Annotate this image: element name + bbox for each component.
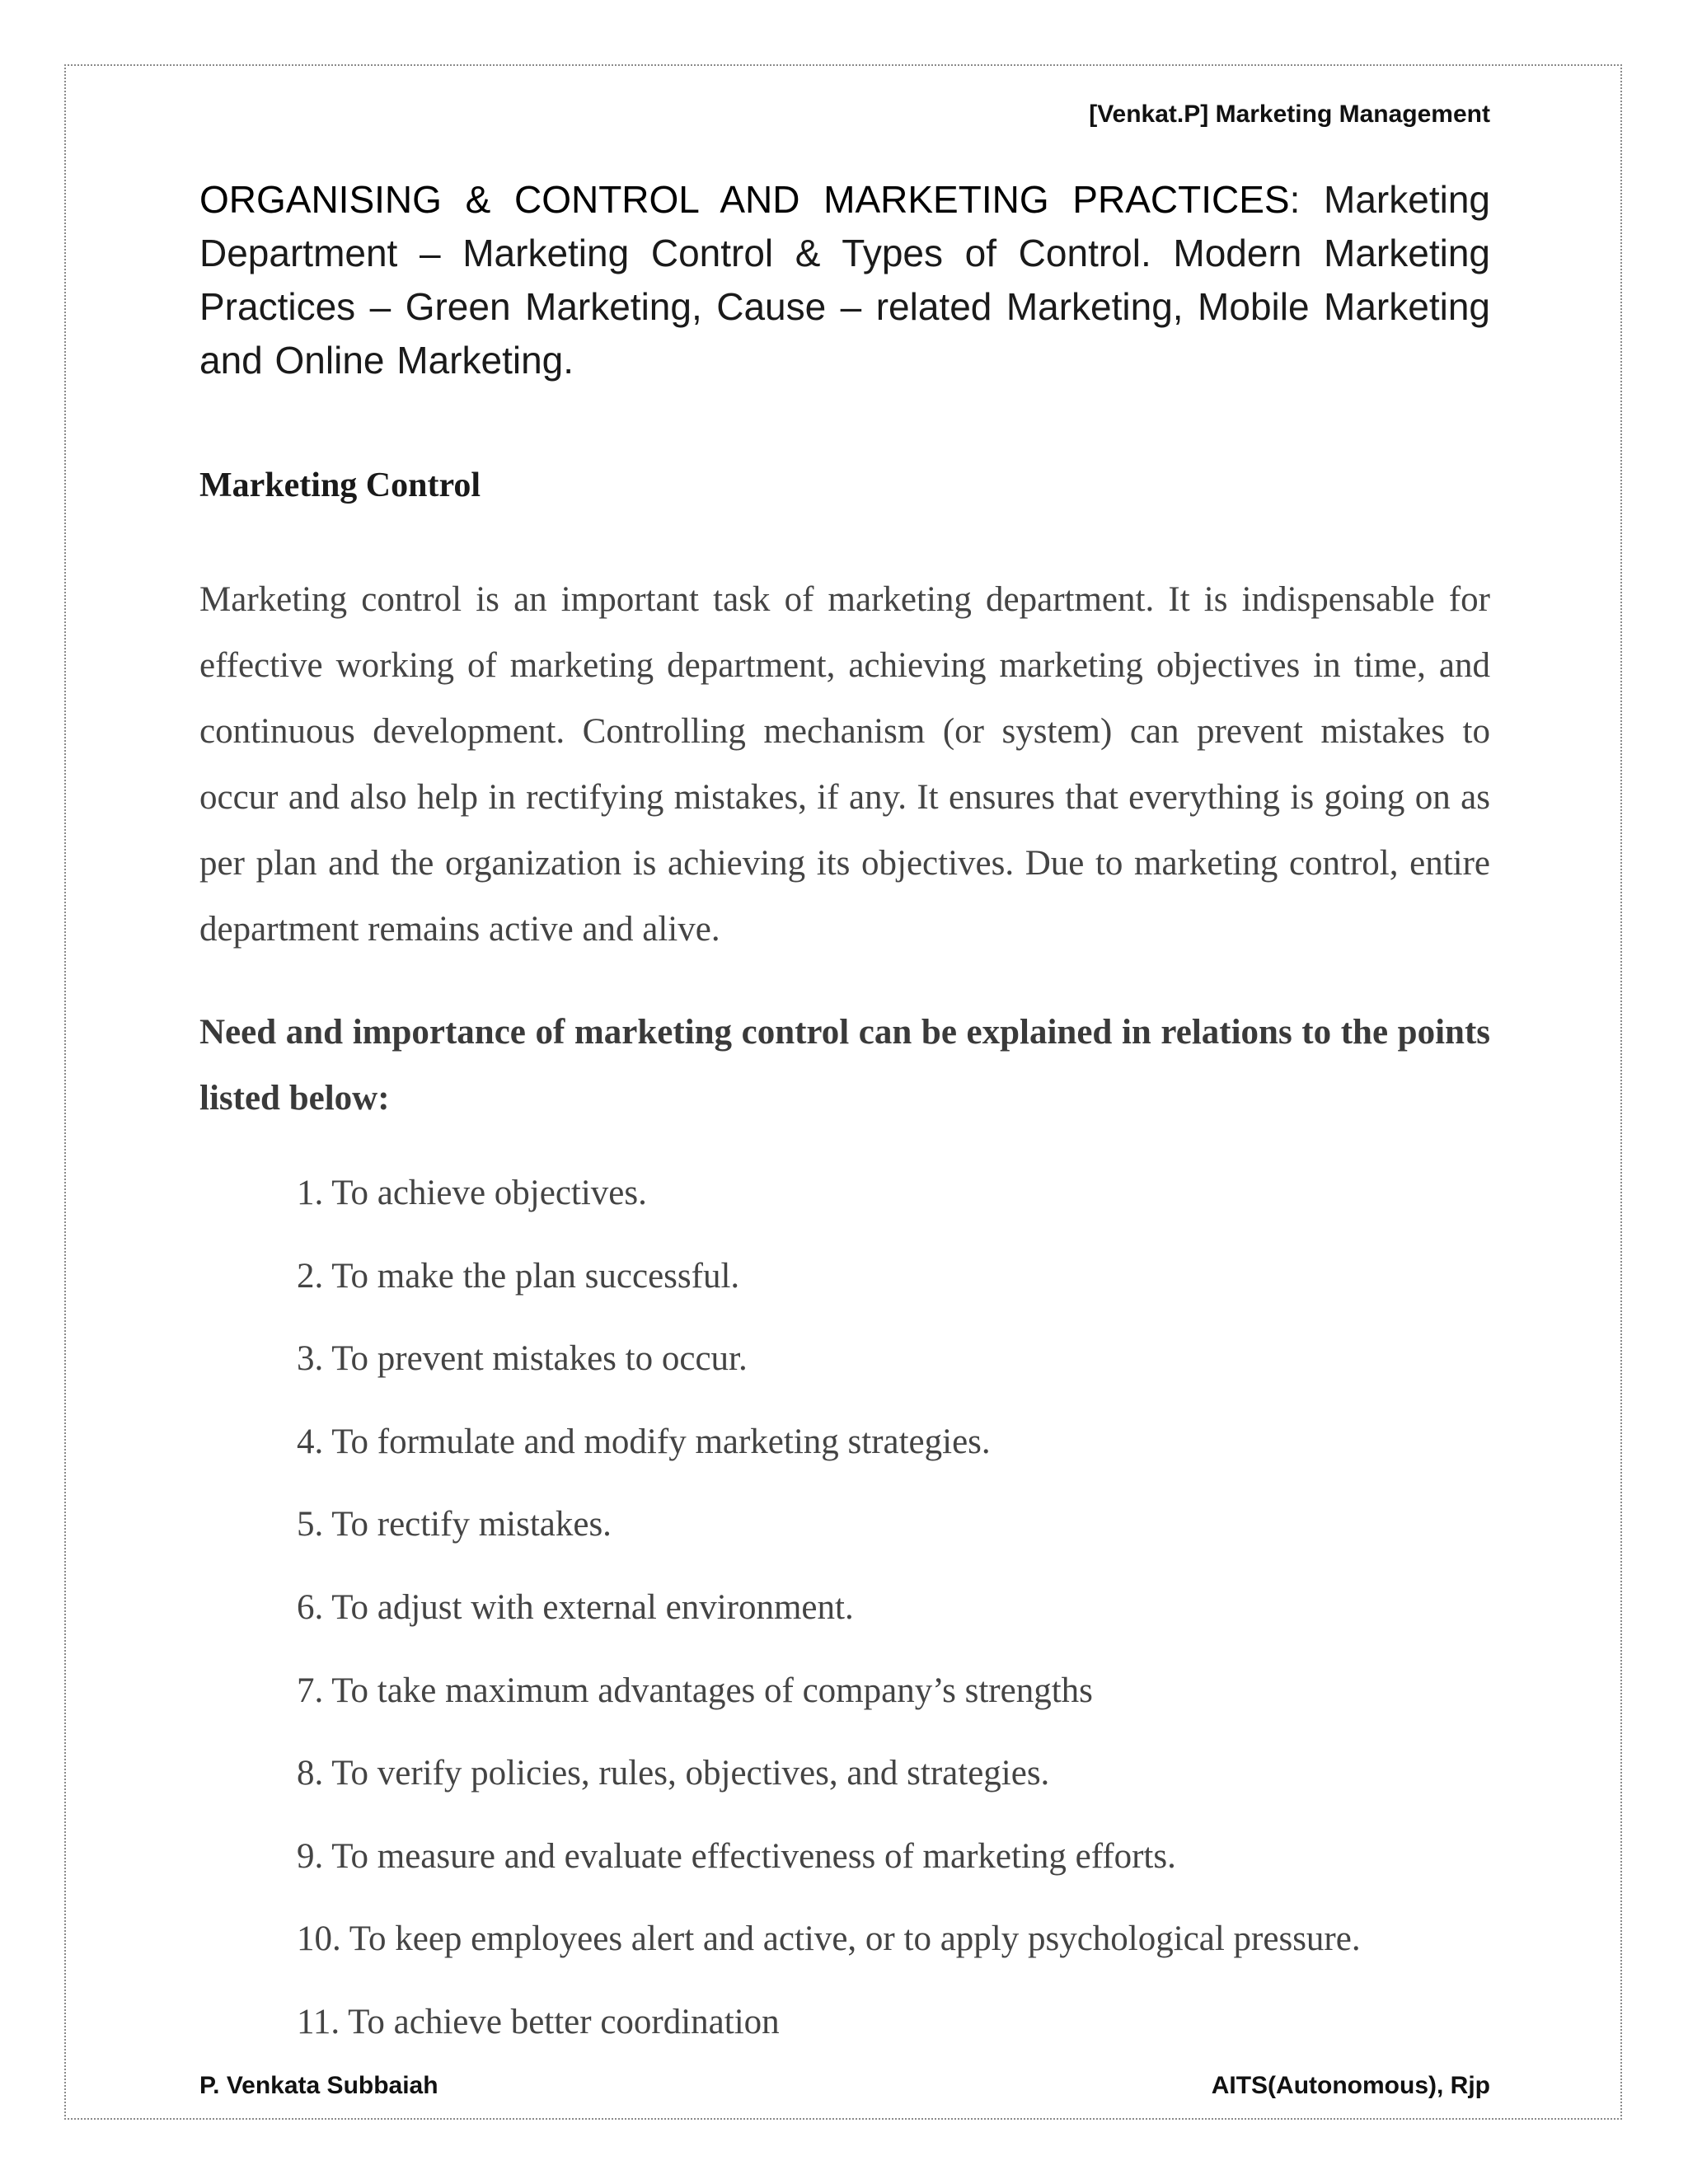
list-item xyxy=(297,1152,1361,1235)
list-item xyxy=(297,1898,1361,1981)
points-list xyxy=(297,1152,1361,2064)
list-item-number: 10. xyxy=(297,1919,341,1959)
list-item xyxy=(297,1567,1361,1650)
page-header: [Venkat.P] Marketing Management xyxy=(1089,101,1490,128)
list-item xyxy=(297,1235,1361,1319)
list-item-number: 3. xyxy=(297,1339,324,1379)
unit-intro-rest: : Marketing Department – Marketing Control & Types of Control. Modern Marketing Practices – Green Marketing, Cause – related Marketing, Mobile Marketing and Online Marketing. xyxy=(199,178,1491,382)
list-item-text: To take maximum advantages of company’s strengths xyxy=(331,1671,1093,1710)
section-title: Marketing Control xyxy=(199,466,481,504)
list-item-number: 4. xyxy=(297,1422,324,1461)
list-item-text: To measure and evaluate effectiveness of marketing efforts. xyxy=(331,1836,1176,1876)
footer-author: P. Venkata Subbaiah xyxy=(199,2072,438,2099)
unit-intro xyxy=(199,173,1490,387)
need-heading: Need and importance of marketing control can be explained in relations to the points listed below: xyxy=(199,1013,1490,1118)
list-item-number: 6. xyxy=(297,1587,324,1627)
list-item xyxy=(297,1318,1361,1401)
list-item-text: To adjust with external environment. xyxy=(331,1587,854,1627)
list-item-number: 5. xyxy=(297,1505,324,1544)
list-item xyxy=(297,1732,1361,1816)
body-paragraph: Marketing control is an important task of marketing department. It is indispensable for effective working of marketing department, achieving marketing objectives in time, and continuous development. Controlling mechanism (or system) can prevent mistakes to occur and also help in rectifying mistakes, if any. It ensures that everything is going on as per plan and the organization is achieving its objectives. Due to marketing control, entire department remains active and alive. xyxy=(199,580,1490,949)
list-item-text: To rectify mistakes. xyxy=(331,1505,612,1544)
list-item xyxy=(297,1483,1361,1567)
list-item-number: 2. xyxy=(297,1256,324,1296)
list-item-number: 7. xyxy=(297,1671,324,1710)
list-item-number: 8. xyxy=(297,1754,324,1793)
list-item-number: 9. xyxy=(297,1836,324,1876)
list-item-text: To keep employees alert and active, or to apply psychological pressure. xyxy=(349,1919,1361,1959)
list-item-text: To make the plan successful. xyxy=(331,1256,740,1296)
list-item-text: To verify policies, rules, objectives, and strategies. xyxy=(331,1754,1050,1793)
list-item xyxy=(297,1650,1361,1733)
list-item-text: To formulate and modify marketing strategies. xyxy=(331,1422,991,1461)
list-item-number: 11. xyxy=(297,2002,340,2041)
list-item-number: 1. xyxy=(297,1174,324,1212)
unit-intro-lead: ORGANISING & CONTROL AND MARKETING PRACTICES xyxy=(199,178,1290,221)
list-item xyxy=(297,1816,1361,1899)
list-item xyxy=(297,1401,1361,1484)
list-item-text: To achieve objectives. xyxy=(331,1174,647,1212)
list-item xyxy=(297,1981,1361,2064)
list-item-text: To achieve better coordination xyxy=(348,2002,780,2041)
footer-institution: AITS(Autonomous), Rjp xyxy=(1211,2072,1490,2099)
list-item-text: To prevent mistakes to occur. xyxy=(331,1339,748,1379)
